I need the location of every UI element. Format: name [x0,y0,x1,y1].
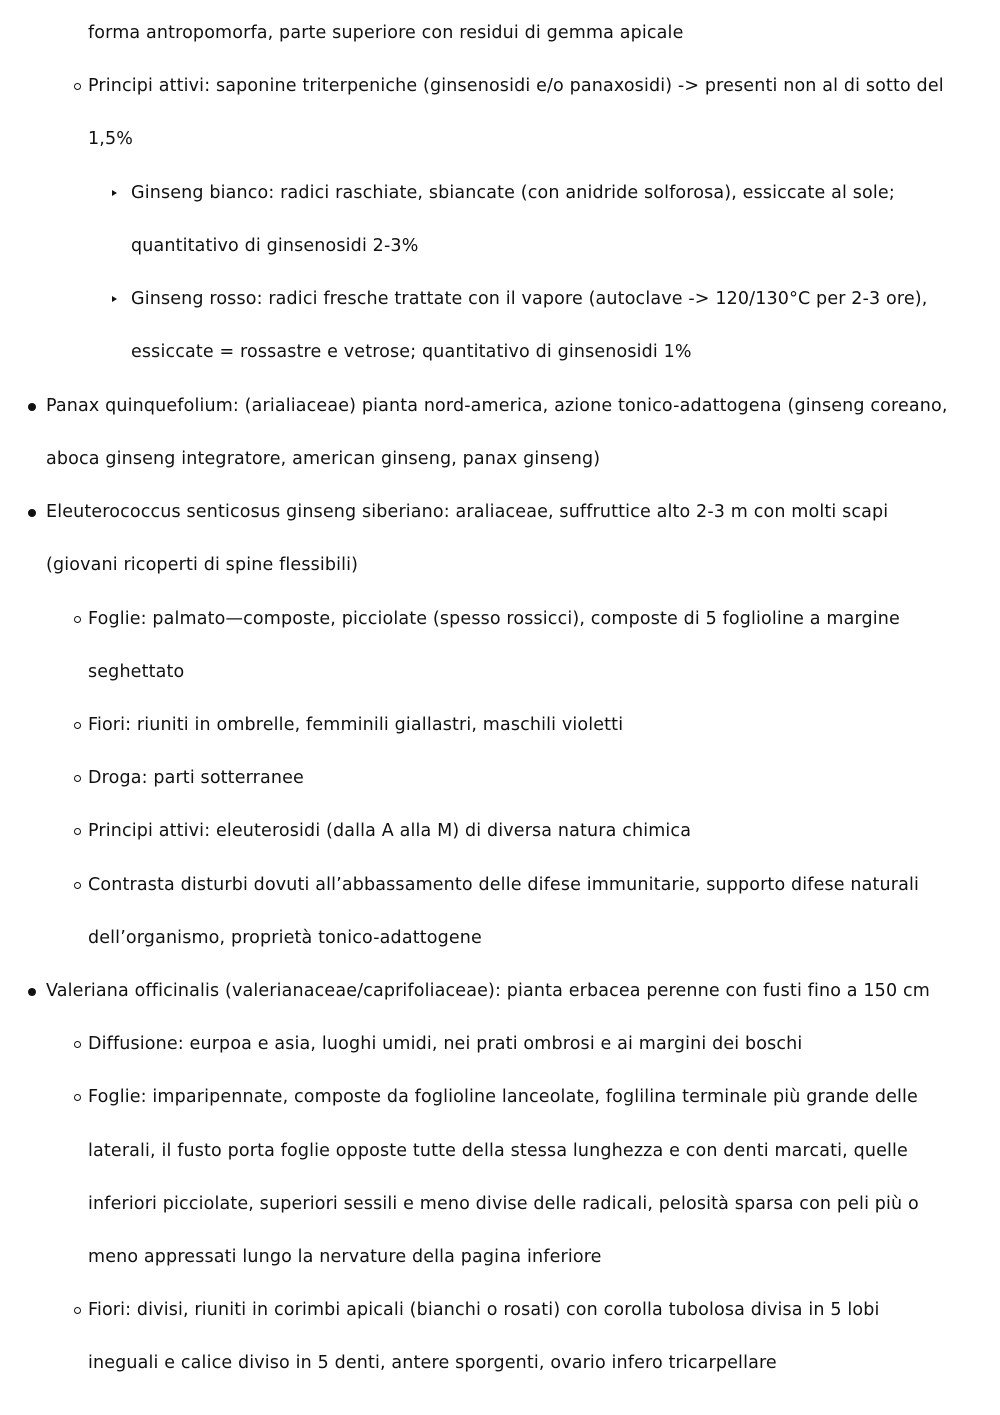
filled-bullet-icon [28,509,36,517]
hollow-bullet-icon [74,616,81,623]
text-line: Droga: parti sotterranee [88,768,304,788]
triangle-bullet-icon [112,296,117,302]
triangle-bullet-icon [112,190,117,196]
text-line: Valeriana officinalis (valerianaceae/caprifoliaceae): pianta erbacea perenne con fusti fino a 150 cm [46,981,930,1001]
hollow-bullet-icon [74,775,81,782]
hollow-bullet-icon [74,1094,81,1101]
text-line: ineguali e calice diviso in 5 denti, antere sporgenti, ovario infero tricarpellare [88,1353,777,1373]
text-line: forma antropomorfa, parte superiore con residui di gemma apicale [88,23,684,43]
text-line: (giovani ricoperti di spine flessibili) [46,555,359,575]
text-line: essiccate = rossastre e vetrose; quantitativo di ginsenosidi 1% [131,342,692,362]
text-line: seghettato [88,662,185,682]
text-line: Panax quinquefolium: (arialiaceae) pianta nord-america, azione tonico-adattogena (ginseng coreano, [46,396,948,416]
hollow-bullet-icon [74,722,81,729]
text-line: quantitativo di ginsenosidi 2-3% [131,236,419,256]
text-line: laterali, il fusto porta foglie opposte tutte della stessa lunghezza e con denti marcati, quelle [88,1141,908,1161]
text-line: Foglie: imparipennate, composte da foglioline lanceolate, foglilina terminale più grande delle [88,1087,918,1107]
text-line: Ginseng bianco: radici raschiate, sbiancate (con anidride solforosa), essiccate al sole; [131,183,895,203]
hollow-bullet-icon [74,828,81,835]
text-line: Diffusione: eurpoa e asia, luoghi umidi, nei prati ombrosi e ai margini dei boschi [88,1034,803,1054]
text-line: Fiori: divisi, riuniti in corimbi apicali (bianchi o rosati) con corolla tubolosa divisa in 5 lobi [88,1300,880,1320]
text-line: Ginseng rosso: radici fresche trattate con il vapore (autoclave -> 120/130°C per 2-3 ore), [131,289,928,309]
hollow-bullet-icon [74,882,81,889]
text-line: Contrasta disturbi dovuti all’abbassamento delle difese immunitarie, supporto difese naturali [88,875,920,895]
text-line: inferiori picciolate, superiori sessili e meno divise delle radicali, pelosità sparsa con peli più o [88,1194,919,1214]
filled-bullet-icon [28,403,36,411]
text-line: Eleuterococcus senticosus ginseng siberiano: araliaceae, suffruttice alto 2-3 m con molti scapi [46,502,889,522]
text-line: aboca ginseng integratore, american ginseng, panax ginseng) [46,449,601,469]
text-line: Fiori: riuniti in ombrelle, femminili giallastri, maschili violetti [88,715,624,735]
text-line: meno appressati lungo la nervature della pagina inferiore [88,1247,602,1267]
text-line: 1,5% [88,129,134,149]
text-line: Principi attivi: eleuterosidi (dalla A alla M) di diversa natura chimica [88,821,692,841]
hollow-bullet-icon [74,83,81,90]
hollow-bullet-icon [74,1307,81,1314]
hollow-bullet-icon [74,1041,81,1048]
text-line: dell’organismo, proprietà tonico-adattogene [88,928,482,948]
text-line: Foglie: palmato—composte, picciolate (spesso rossicci), composte di 5 foglioline a margine [88,609,900,629]
text-line: Principi attivi: saponine triterpeniche (ginsenosidi e/o panaxosidi) -> presenti non al di sotto del [88,76,944,96]
filled-bullet-icon [28,988,36,996]
